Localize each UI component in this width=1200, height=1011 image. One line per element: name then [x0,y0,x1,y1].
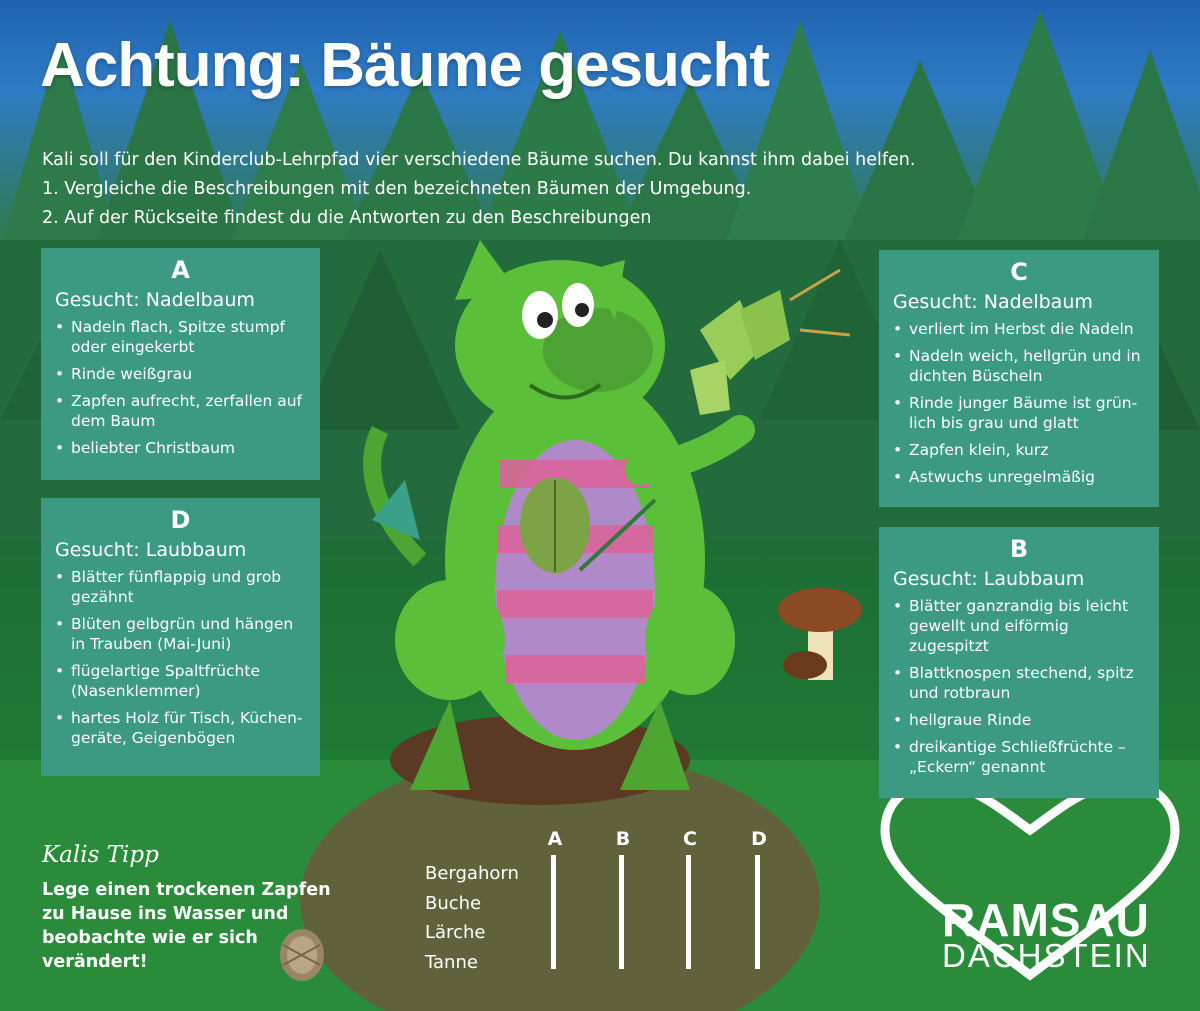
card-item: • Rinde weißgrau [55,364,306,384]
intro-line: 2. Auf der Rückseite findest du die Antworten zu den Beschreibungen [42,208,652,228]
column-line [755,855,760,969]
page-title: Achtung: Bäume gesucht [40,31,769,100]
card-item: • flügelartige Spaltfrüchte (Nasenklemmer) [55,661,306,701]
card-item: • Rinde junger Bäume ist grünlich bis grau und glatt [893,393,1145,433]
card-item: • Zapfen aufrecht, zerfallen auf dem Baum [55,391,306,431]
card-letter: B [1009,535,1029,563]
card-list [55,567,306,748]
tip-title: Kalis Tipp [42,842,159,868]
card-item: • Zapfen klein, kurz [893,440,1145,460]
column-label-d: D [751,828,767,850]
column-line [551,855,556,969]
tree-name: Lärche [425,922,486,943]
card-item: • dreikantige Schließfrüchte – „Eckern“ genannt [893,737,1145,777]
card-letter: C [1010,258,1028,286]
card-item: • Blätter fünflappig und grob gezähnt [55,567,306,607]
intro-text [42,146,915,233]
column-label-a: A [547,828,563,850]
card-list [893,319,1145,487]
column-label-b: B [615,828,631,850]
tree-name: Buche [425,893,482,914]
card-subtitle: Gesucht: Laubbaum [893,568,1085,590]
column-line [686,855,691,969]
tip-text: Lege einen trockenen Zapfen zu Hause ins Wasser und beobachte wie er sich verändert! [42,880,331,972]
card-item: • Nadeln flach, Spitze stumpf oder eingekerbt [55,317,306,357]
card-subtitle: Gesucht: Nadelbaum [893,291,1093,313]
card-subtitle: Gesucht: Laubbaum [55,539,247,561]
column-label-c: C [683,828,697,850]
card-d [41,498,320,776]
card-item: • Blüten gelbgrün und hängen in Trauben (Mai-Juni) [55,614,306,654]
card-letter: D [170,506,191,534]
card-item: • hartes Holz für Tisch, Küchengeräte, Geigenbögen [55,708,306,748]
logo-dachstein: DACHSTEIN [942,937,1151,974]
card-item: • beliebter Christbaum [55,438,306,458]
card-a [41,248,320,480]
card-item: • Blattknospen stechend, spitz und rotbraun [893,663,1145,703]
intro-line: Kali soll für den Kinderclub-Lehrpfad vier verschiedene Bäume suchen. Du kannst ihm dabei helfen. [42,150,916,170]
card-item: • Nadeln weich, hellgrün und in dichten Büscheln [893,346,1145,386]
tree-name: Tanne [425,952,478,973]
card-item: • Astwuchs unregelmäßig [893,467,1145,487]
card-b [879,527,1159,798]
card-c [879,250,1159,507]
card-item: • Blätter ganzrandig bis leicht gewellt und eiförmig zugespitzt [893,596,1145,656]
card-list [55,317,306,458]
tree-name: Bergahorn [425,863,519,884]
intro-line: 1. Vergleiche die Beschreibungen mit den bezeichneten Bäumen der Umgebung. [42,179,752,199]
card-item: • verliert im Herbst die Nadeln [893,319,1145,339]
card-letter: A [171,256,190,284]
card-list [893,596,1145,777]
logo-ramsau: RAMSAU [942,894,1150,946]
mushroom [778,588,862,680]
column-line [619,855,624,969]
card-item: • hellgraue Rinde [893,710,1145,730]
card-subtitle: Gesucht: Nadelbaum [55,289,255,311]
